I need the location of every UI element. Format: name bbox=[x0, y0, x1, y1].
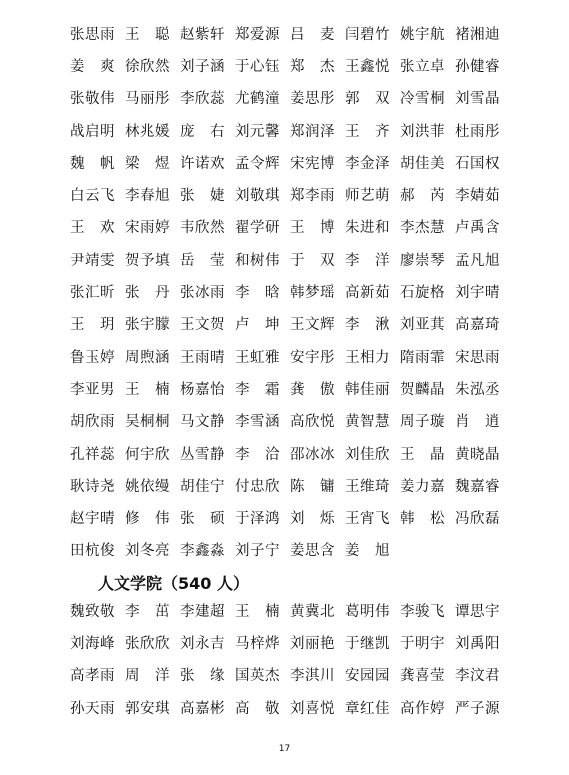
name-cell: 吴桐桐 bbox=[125, 414, 170, 431]
name-cell: 杨嘉怡 bbox=[180, 381, 225, 398]
name-cell: 张宇朦 bbox=[125, 317, 170, 334]
name-cell: 魏致敬 bbox=[70, 603, 115, 620]
name-cell: 赵紫轩 bbox=[180, 26, 225, 43]
name-cell: 高新茹 bbox=[345, 285, 390, 302]
name-cell: 安宇彤 bbox=[290, 349, 335, 366]
name-cell: 魏嘉睿 bbox=[455, 478, 500, 495]
name-cell: 国英杰 bbox=[235, 668, 280, 685]
name-cell: 马文静 bbox=[180, 414, 225, 431]
name-cell: 王文贺 bbox=[180, 317, 225, 334]
name-cell: 李淇川 bbox=[290, 668, 335, 685]
name-cell: 贺予填 bbox=[125, 252, 170, 269]
name-row bbox=[70, 626, 510, 658]
name-cell: 战启明 bbox=[70, 123, 115, 140]
name-cell: 高欣悦 bbox=[290, 414, 335, 431]
name-cell: 姜思彤 bbox=[290, 91, 335, 108]
name-cell: 尤鹤潼 bbox=[235, 91, 280, 108]
name-cell: 张汇昕 bbox=[70, 285, 115, 302]
name-cell: 刘宇晴 bbox=[455, 285, 500, 302]
name-cell: 王 聪 bbox=[125, 26, 170, 43]
name-cell: 韩 松 bbox=[400, 511, 445, 528]
name-cell: 王 楠 bbox=[125, 381, 170, 398]
name-cell: 庞 右 bbox=[180, 123, 225, 140]
name-cell: 郭 双 bbox=[345, 91, 390, 108]
name-cell: 章红佳 bbox=[345, 700, 390, 717]
name-cell: 李欣蕊 bbox=[180, 91, 225, 108]
name-cell: 杜雨彤 bbox=[455, 123, 500, 140]
name-row bbox=[70, 275, 510, 307]
name-cell: 李亚男 bbox=[70, 381, 115, 398]
name-cell: 孙天雨 bbox=[70, 700, 115, 717]
name-cell: 王虹雅 bbox=[235, 349, 280, 366]
name-cell: 刘元馨 bbox=[235, 123, 280, 140]
name-cell: 朱泓丞 bbox=[455, 381, 500, 398]
name-cell: 王相力 bbox=[345, 349, 390, 366]
name-cell: 龚喜莹 bbox=[400, 668, 445, 685]
name-cell: 和树伟 bbox=[235, 252, 280, 269]
name-cell: 韩佳丽 bbox=[345, 381, 390, 398]
name-cell: 付忠欣 bbox=[235, 478, 280, 495]
name-cell: 郑爱源 bbox=[235, 26, 280, 43]
name-cell: 冯欣磊 bbox=[455, 511, 500, 528]
name-cell: 褚湘迪 bbox=[455, 26, 500, 43]
name-cell: 张冰雨 bbox=[180, 285, 225, 302]
name-cell: 李 洽 bbox=[235, 446, 280, 463]
name-cell: 刘冬亮 bbox=[125, 543, 170, 560]
name-row bbox=[70, 691, 510, 723]
name-cell: 刘敬琪 bbox=[235, 188, 280, 205]
name-row bbox=[70, 594, 510, 626]
name-cell: 王 欢 bbox=[70, 220, 115, 237]
name-row bbox=[70, 49, 510, 81]
name-row bbox=[70, 534, 510, 566]
name-cell: 姜思含 bbox=[290, 543, 335, 560]
name-cell: 安园园 bbox=[345, 668, 390, 685]
name-cell: 高嘉彬 bbox=[180, 700, 225, 717]
name-cell: 葛明伟 bbox=[345, 603, 390, 620]
name-cell: 李雪涵 bbox=[235, 414, 280, 431]
page-number: 17 bbox=[278, 744, 291, 754]
name-row bbox=[70, 340, 510, 372]
name-row bbox=[70, 437, 510, 469]
name-cell: 丛雪静 bbox=[180, 446, 225, 463]
name-cell: 孔祥蕊 bbox=[70, 446, 115, 463]
name-row bbox=[70, 211, 510, 243]
name-cell: 修 伟 bbox=[125, 511, 170, 528]
name-cell: 刘丽艳 bbox=[290, 635, 335, 652]
name-cell: 于 双 bbox=[290, 252, 335, 269]
name-row bbox=[70, 82, 510, 114]
name-cell: 王维琦 bbox=[345, 478, 390, 495]
name-row bbox=[70, 243, 510, 275]
name-cell: 周 洋 bbox=[125, 668, 170, 685]
name-cell: 胡欣雨 bbox=[70, 414, 115, 431]
name-cell: 王宵飞 bbox=[345, 511, 390, 528]
name-cell: 许诺欢 bbox=[180, 155, 225, 172]
name-cell: 王 晶 bbox=[400, 446, 445, 463]
name-cell: 刘佳欣 bbox=[345, 446, 390, 463]
name-cell: 师艺萌 bbox=[345, 188, 390, 205]
name-cell: 黄晓晶 bbox=[455, 446, 500, 463]
name-cell: 刘子涵 bbox=[180, 58, 225, 75]
name-cell: 李骏飞 bbox=[400, 603, 445, 620]
name-row bbox=[70, 469, 510, 501]
name-cell: 王文辉 bbox=[290, 317, 335, 334]
name-cell: 姜 旭 bbox=[345, 543, 390, 560]
name-cell: 耿诗尧 bbox=[70, 478, 115, 495]
name-cell: 张 硕 bbox=[180, 511, 225, 528]
name-cell: 李鑫淼 bbox=[180, 543, 225, 560]
name-cell: 石国权 bbox=[455, 155, 500, 172]
name-cell: 贺麟晶 bbox=[400, 381, 445, 398]
name-cell: 李 湫 bbox=[345, 317, 390, 334]
name-cell: 周煦涵 bbox=[125, 349, 170, 366]
name-cell: 邵冰冰 bbox=[290, 446, 335, 463]
name-cell: 刘雪晶 bbox=[455, 91, 500, 108]
name-cell: 马丽彤 bbox=[125, 91, 170, 108]
name-cell: 严子源 bbox=[455, 700, 500, 717]
name-cell: 刘永吉 bbox=[180, 635, 225, 652]
name-row bbox=[70, 659, 510, 691]
name-cell: 廖崇琴 bbox=[400, 252, 445, 269]
name-cell: 王 楠 bbox=[235, 603, 280, 620]
name-row bbox=[70, 114, 510, 146]
name-cell: 姜力嘉 bbox=[400, 478, 445, 495]
name-cell: 梁 煜 bbox=[125, 155, 170, 172]
name-cell: 黄冀北 bbox=[290, 603, 335, 620]
name-cell: 李 洋 bbox=[345, 252, 390, 269]
name-cell: 赵宇晴 bbox=[70, 511, 115, 528]
name-cell: 张思雨 bbox=[70, 26, 115, 43]
name-cell: 刘喜悦 bbox=[290, 700, 335, 717]
name-cell: 孟令辉 bbox=[235, 155, 280, 172]
name-row bbox=[70, 501, 510, 533]
name-cell: 张 丹 bbox=[125, 285, 170, 302]
name-cell: 黄智慧 bbox=[345, 414, 390, 431]
name-cell: 鲁玉婷 bbox=[70, 349, 115, 366]
name-cell: 李婧茹 bbox=[455, 188, 500, 205]
name-row bbox=[70, 178, 510, 210]
name-cell: 张立卓 bbox=[400, 58, 445, 75]
name-list-top bbox=[70, 17, 510, 566]
name-cell: 姚依缦 bbox=[125, 478, 170, 495]
name-cell: 刘禹阳 bbox=[455, 635, 500, 652]
name-cell: 高嘉琦 bbox=[455, 317, 500, 334]
name-cell: 卢 坤 bbox=[235, 317, 280, 334]
name-cell: 刘亚萁 bbox=[400, 317, 445, 334]
name-cell: 于泽鸿 bbox=[235, 511, 280, 528]
name-cell: 刘海峰 bbox=[70, 635, 115, 652]
name-cell: 宋宪博 bbox=[290, 155, 335, 172]
name-cell: 郭安琪 bbox=[125, 700, 170, 717]
name-cell: 隋雨霏 bbox=[400, 349, 445, 366]
name-cell: 胡佳美 bbox=[400, 155, 445, 172]
name-cell: 李 茁 bbox=[125, 603, 170, 620]
name-cell: 胡佳宁 bbox=[180, 478, 225, 495]
name-cell: 姚宇航 bbox=[400, 26, 445, 43]
name-cell: 何宇欣 bbox=[125, 446, 170, 463]
name-cell: 郑润泽 bbox=[290, 123, 335, 140]
name-cell: 李杰慧 bbox=[400, 220, 445, 237]
name-cell: 翟学研 bbox=[235, 220, 280, 237]
name-cell: 李建超 bbox=[180, 603, 225, 620]
name-cell: 谭思宇 bbox=[455, 603, 500, 620]
name-cell: 于明宇 bbox=[400, 635, 445, 652]
name-cell: 李 晗 bbox=[235, 285, 280, 302]
name-cell: 刘子宁 bbox=[235, 543, 280, 560]
name-cell: 冷雪桐 bbox=[400, 91, 445, 108]
name-cell: 王 玥 bbox=[70, 317, 115, 334]
name-cell: 于心钰 bbox=[235, 58, 280, 75]
name-cell: 岳 莹 bbox=[180, 252, 225, 269]
name-cell: 张 婕 bbox=[180, 188, 225, 205]
name-cell: 郑 杰 bbox=[290, 58, 335, 75]
name-cell: 卢禹含 bbox=[455, 220, 500, 237]
name-cell: 宋雨婷 bbox=[125, 220, 170, 237]
name-cell: 张 缘 bbox=[180, 668, 225, 685]
name-cell: 高作婷 bbox=[400, 700, 445, 717]
name-cell: 闫碧竹 bbox=[345, 26, 390, 43]
name-cell: 朱进和 bbox=[345, 220, 390, 237]
name-row bbox=[70, 17, 510, 49]
section-title: 人文学院（540 人） bbox=[98, 574, 249, 593]
name-cell: 林兆媛 bbox=[125, 123, 170, 140]
name-cell: 李春旭 bbox=[125, 188, 170, 205]
name-row bbox=[70, 405, 510, 437]
name-cell: 姜 爽 bbox=[70, 58, 115, 75]
name-cell: 周子璇 bbox=[400, 414, 445, 431]
name-cell: 郑李雨 bbox=[290, 188, 335, 205]
name-cell: 郝 芮 bbox=[400, 188, 445, 205]
name-cell: 王 齐 bbox=[345, 123, 390, 140]
name-cell: 王雨晴 bbox=[180, 349, 225, 366]
name-cell: 尹靖雯 bbox=[70, 252, 115, 269]
name-cell: 孙健睿 bbox=[455, 58, 500, 75]
name-cell: 王鑫悦 bbox=[345, 58, 390, 75]
name-cell: 于继凯 bbox=[345, 635, 390, 652]
name-row bbox=[70, 372, 510, 404]
name-cell: 马梓烨 bbox=[235, 635, 280, 652]
name-cell: 高孝雨 bbox=[70, 668, 115, 685]
name-cell: 吕 麦 bbox=[290, 26, 335, 43]
name-cell: 宋思雨 bbox=[455, 349, 500, 366]
name-cell: 张敬伟 bbox=[70, 91, 115, 108]
name-list-humanities bbox=[70, 594, 510, 723]
name-cell: 龚 傲 bbox=[290, 381, 335, 398]
name-cell: 韦欣然 bbox=[180, 220, 225, 237]
name-cell: 白云飞 bbox=[70, 188, 115, 205]
name-cell: 孟凡旭 bbox=[455, 252, 500, 269]
name-cell: 魏 帆 bbox=[70, 155, 115, 172]
name-row bbox=[70, 308, 510, 340]
name-row bbox=[70, 146, 510, 178]
name-cell: 李金泽 bbox=[345, 155, 390, 172]
name-cell: 刘 烁 bbox=[290, 511, 335, 528]
name-cell: 李汶君 bbox=[455, 668, 500, 685]
name-cell: 陈 镛 bbox=[290, 478, 335, 495]
name-cell: 田杭俊 bbox=[70, 543, 115, 560]
name-cell: 高 敬 bbox=[235, 700, 280, 717]
name-cell: 刘洪菲 bbox=[400, 123, 445, 140]
name-cell: 徐欣然 bbox=[125, 58, 170, 75]
name-cell: 韩梦瑶 bbox=[290, 285, 335, 302]
name-cell: 王 博 bbox=[290, 220, 335, 237]
name-cell: 石旋格 bbox=[400, 285, 445, 302]
name-cell: 张欣欣 bbox=[125, 635, 170, 652]
name-cell: 肖 逍 bbox=[455, 414, 500, 431]
name-cell: 李 霜 bbox=[235, 381, 280, 398]
